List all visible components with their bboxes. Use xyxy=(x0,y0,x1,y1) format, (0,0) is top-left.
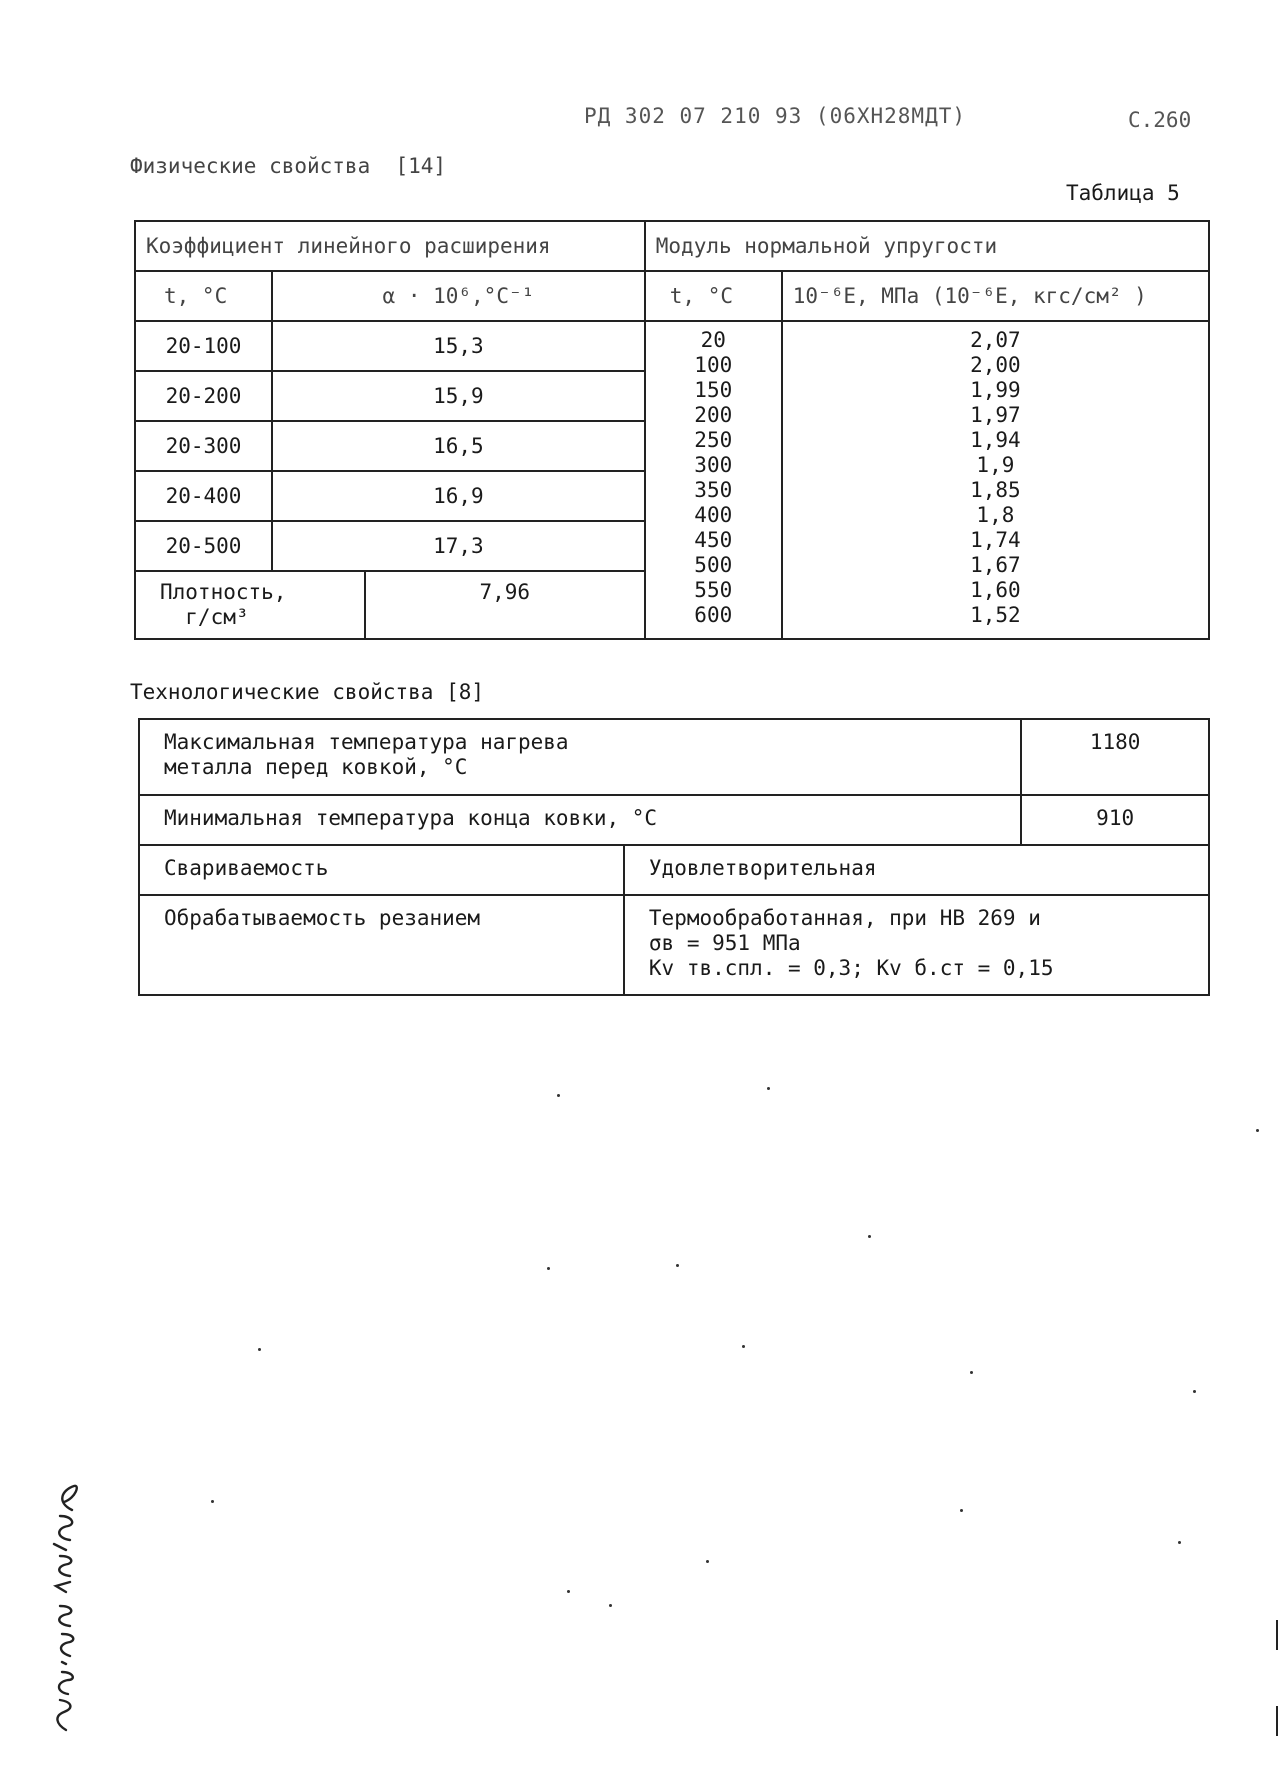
table-cell: 15,3 xyxy=(272,321,645,371)
scan-speck xyxy=(767,1087,770,1090)
margin-mark xyxy=(1276,1620,1278,1650)
table-cell: 20-200 xyxy=(135,371,272,421)
physical-properties-table xyxy=(134,220,1210,640)
scan-speck xyxy=(1193,1390,1196,1393)
weldability-value: Удовлетворительная xyxy=(624,845,1209,895)
table-cell: 16,5 xyxy=(272,421,645,471)
weldability-label: Свариваемость xyxy=(139,845,624,895)
page-number: С.260 xyxy=(1128,108,1192,132)
scan-speck xyxy=(706,1560,709,1563)
min-forging-temp-value: 910 xyxy=(1021,795,1209,845)
modulus-col-e: 10⁻⁶E, МПа (10⁻⁶E, кгс/см² ) xyxy=(782,271,1209,321)
scan-speck xyxy=(742,1345,745,1348)
margin-mark xyxy=(1276,1706,1278,1736)
density-label: Плотность, г/см³ xyxy=(135,571,365,639)
table-cell: 20-300 xyxy=(135,421,272,471)
table-cell: 20-500 xyxy=(135,521,272,571)
scan-speck xyxy=(609,1604,612,1607)
scan-speck xyxy=(567,1590,570,1593)
technological-properties-title: Технологические свойства [8] xyxy=(130,680,485,704)
modulus-e-list: 2,07 2,00 1,99 1,97 1,94 1,9 1,85 1,8 1,74 1,67 1,60 1,52 xyxy=(970,328,1021,627)
expansion-col-t: t, °С xyxy=(135,271,272,321)
modulus-t-list: 20 100 150 200 250 300 350 400 450 500 550 600 xyxy=(694,328,733,627)
scan-speck xyxy=(547,1267,550,1270)
machinability-value: Термообработанная, при НВ 269 и σв = 951 МПа Kv тв.спл. = 0,3; Kv б.ст = 0,15 xyxy=(624,895,1209,995)
machinability-label: Обрабатываемость резанием xyxy=(139,895,624,995)
table-cell: 20-100 xyxy=(135,321,272,371)
max-forging-temp-value: 1180 xyxy=(1021,719,1209,795)
modulus-values xyxy=(782,321,1209,639)
table-cell: 17,3 xyxy=(272,521,645,571)
scan-speck xyxy=(557,1094,560,1097)
document-code: РД 302 07 210 93 (06ХН28МДТ) xyxy=(584,104,967,128)
scan-speck xyxy=(676,1264,679,1267)
table-label: Таблица 5 xyxy=(1066,181,1180,205)
scan-speck xyxy=(258,1348,261,1351)
scan-speck xyxy=(960,1509,963,1512)
scan-speck xyxy=(1256,1129,1259,1132)
scan-speck xyxy=(868,1235,871,1238)
table-cell: 16,9 xyxy=(272,471,645,521)
table-cell: 20-400 xyxy=(135,471,272,521)
expansion-heading: Коэффициент линейного расширения xyxy=(135,221,645,271)
min-forging-temp-label: Минимальная температура конца ковки, °С xyxy=(139,795,1021,845)
technological-properties-table xyxy=(138,718,1210,996)
max-forging-temp-label: Максимальная температура нагрева металла перед ковкой, °С xyxy=(139,719,1021,795)
physical-properties-title: Физические свойства [14] xyxy=(130,154,447,178)
expansion-col-alpha: α · 10⁶,°С⁻¹ xyxy=(272,271,645,321)
table-cell: 15,9 xyxy=(272,371,645,421)
scan-speck xyxy=(970,1371,973,1374)
scan-speck xyxy=(1178,1541,1181,1544)
modulus-col-t: t, °С xyxy=(645,271,782,321)
modulus-heading: Модуль нормальной упругости xyxy=(645,221,1209,271)
handwritten-signature xyxy=(26,1480,86,1740)
density-value: 7,96 xyxy=(365,571,645,639)
modulus-temperatures xyxy=(645,321,782,639)
